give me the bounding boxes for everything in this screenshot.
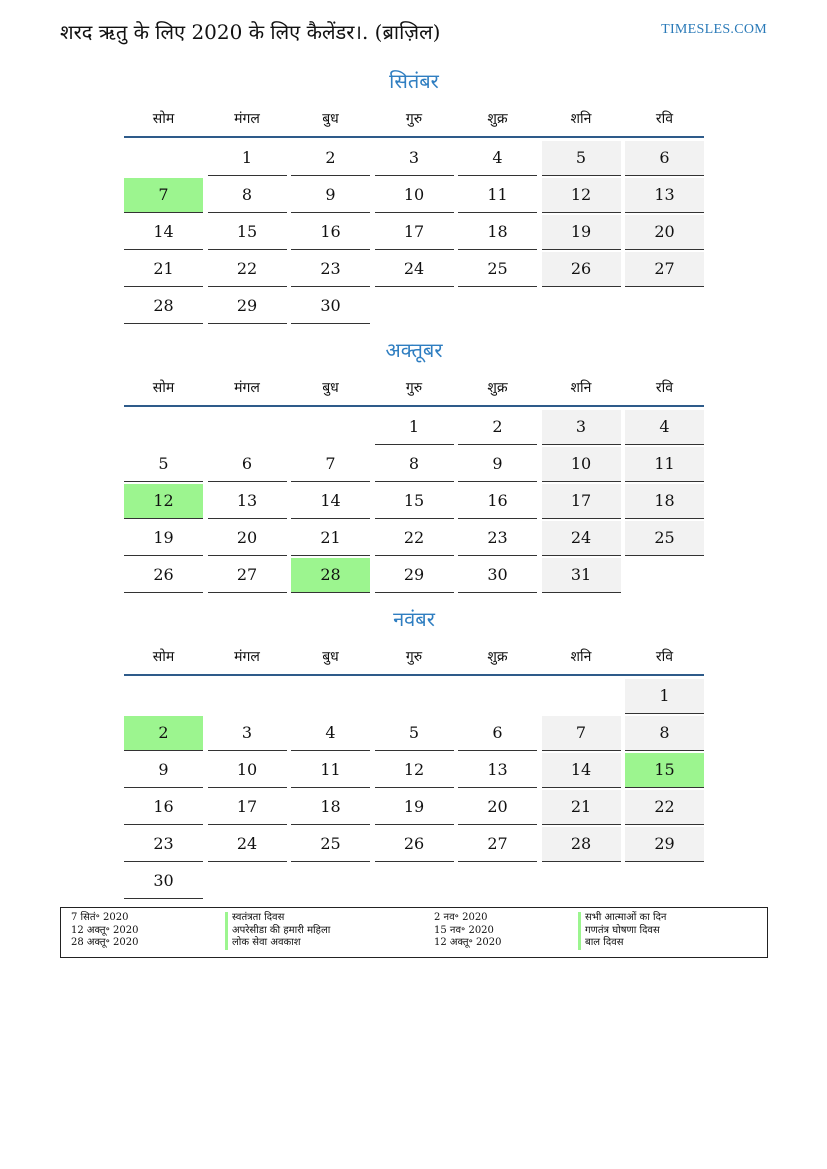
empty-cell: [208, 410, 287, 444]
day-cell: 8: [208, 178, 287, 213]
weekday-label: गुरु: [405, 379, 423, 396]
weekday-label: सोम: [152, 110, 175, 127]
empty-cell: [458, 289, 537, 323]
day-cell: 21: [291, 521, 370, 556]
weekday-label: शुक्र: [487, 110, 508, 127]
day-cell: 14: [291, 484, 370, 519]
legend-date: 7 सितं॰ 2020: [71, 912, 129, 923]
day-cell: 4: [625, 410, 704, 445]
legend-holiday-name: अपरेसीडा की हमारी महिला: [225, 925, 330, 938]
day-cell: 22: [375, 521, 454, 556]
legend-date: 28 अक्तू॰ 2020: [71, 937, 139, 948]
empty-cell: [542, 679, 621, 713]
holiday-legend: [60, 907, 768, 958]
day-cell: 20: [458, 790, 537, 825]
empty-cell: [375, 679, 454, 713]
empty-cell: [625, 558, 704, 592]
day-cell: 22: [208, 252, 287, 287]
day-cell: 23: [291, 252, 370, 287]
day-cell: 20: [208, 521, 287, 556]
day-cell: 28: [542, 827, 621, 862]
empty-cell: [208, 864, 287, 898]
weekday-label: शनि: [570, 110, 592, 127]
day-cell: 4: [458, 141, 537, 176]
weekday-label: शुक्र: [487, 648, 508, 665]
day-cell: 5: [375, 716, 454, 751]
day-cell: 8: [375, 447, 454, 482]
day-cell: 10: [542, 447, 621, 482]
day-cell: 14: [542, 753, 621, 788]
day-cell: 23: [124, 827, 203, 862]
day-cell: 15: [625, 753, 704, 788]
weekday-label: मंगल: [234, 379, 260, 396]
empty-cell: [124, 410, 203, 444]
empty-cell: [124, 141, 203, 175]
empty-cell: [375, 864, 454, 898]
legend-holiday-name: स्वतंत्रता दिवस: [225, 912, 330, 925]
day-cell: 13: [208, 484, 287, 519]
weekday-header: [124, 638, 704, 676]
day-cell: 5: [542, 141, 621, 176]
empty-cell: [291, 864, 370, 898]
day-cell: 30: [458, 558, 537, 593]
day-cell: 23: [458, 521, 537, 556]
day-cell: 12: [124, 484, 203, 519]
day-cell: 3: [208, 716, 287, 751]
weekday-label: गुरु: [405, 648, 423, 665]
day-cell: 28: [291, 558, 370, 593]
day-grid: [124, 141, 704, 326]
day-cell: 19: [542, 215, 621, 250]
legend-holiday-name: बाल दिवस: [578, 937, 666, 950]
day-cell: 17: [542, 484, 621, 519]
weekday-label: मंगल: [234, 110, 260, 127]
day-cell: 10: [208, 753, 287, 788]
day-cell: 27: [208, 558, 287, 593]
day-cell: 7: [542, 716, 621, 751]
day-cell: 18: [291, 790, 370, 825]
day-grid: [124, 679, 704, 901]
day-cell: 31: [542, 558, 621, 593]
weekday-label: शनि: [570, 379, 592, 396]
empty-cell: [458, 679, 537, 713]
day-cell: 3: [542, 410, 621, 445]
empty-cell: [375, 289, 454, 323]
legend-right-names: [578, 912, 666, 950]
day-cell: 12: [375, 753, 454, 788]
day-cell: 27: [625, 252, 704, 287]
weekday-label: शुक्र: [487, 379, 508, 396]
empty-cell: [542, 289, 621, 323]
day-grid: [124, 410, 704, 595]
day-cell: 17: [375, 215, 454, 250]
day-cell: 6: [458, 716, 537, 751]
day-cell: 2: [124, 716, 203, 751]
weekday-header: [124, 369, 704, 407]
weekday-label: बुध: [322, 379, 339, 396]
day-cell: 29: [208, 289, 287, 324]
day-cell: 15: [208, 215, 287, 250]
weekday-label: सोम: [152, 648, 175, 665]
day-cell: 11: [291, 753, 370, 788]
weekday-label: रवि: [655, 648, 674, 665]
day-cell: 9: [124, 753, 203, 788]
day-cell: 10: [375, 178, 454, 213]
empty-cell: [291, 679, 370, 713]
day-cell: 25: [291, 827, 370, 862]
legend-left-dates: [71, 912, 139, 950]
legend-holiday-name: गणतंत्र घोषणा दिवस: [578, 925, 666, 938]
month-calendar: [124, 66, 704, 326]
day-cell: 24: [542, 521, 621, 556]
day-cell: 8: [625, 716, 704, 751]
empty-cell: [542, 864, 621, 898]
legend-date: 12 अक्तू॰ 2020: [71, 924, 139, 936]
day-cell: 7: [291, 447, 370, 482]
day-cell: 27: [458, 827, 537, 862]
day-cell: 20: [625, 215, 704, 250]
day-cell: 22: [625, 790, 704, 825]
empty-cell: [124, 679, 203, 713]
page-title: शरद ऋतु के लिए 2020 के लिए कैलेंडर।. (ब्राज़िल): [60, 20, 441, 44]
day-cell: 6: [208, 447, 287, 482]
day-cell: 26: [375, 827, 454, 862]
month-title: अक्तूबर: [385, 338, 443, 362]
day-cell: 19: [375, 790, 454, 825]
day-cell: 16: [291, 215, 370, 250]
day-cell: 7: [124, 178, 203, 213]
day-cell: 21: [124, 252, 203, 287]
legend-holiday-name: सभी आत्माओं का दिन: [578, 912, 666, 925]
empty-cell: [625, 864, 704, 898]
legend-holiday-name: लोक सेवा अवकाश: [225, 937, 330, 950]
day-cell: 18: [625, 484, 704, 519]
day-cell: 2: [291, 141, 370, 176]
month-calendar: [124, 335, 704, 595]
day-cell: 5: [124, 447, 203, 482]
day-cell: 4: [291, 716, 370, 751]
legend-right-dates: [434, 912, 502, 950]
month-title: सितंबर: [389, 69, 439, 93]
day-cell: 14: [124, 215, 203, 250]
day-cell: 18: [458, 215, 537, 250]
day-cell: 24: [208, 827, 287, 862]
legend-date: 15 नव॰ 2020: [434, 924, 494, 936]
day-cell: 16: [124, 790, 203, 825]
day-cell: 25: [625, 521, 704, 556]
empty-cell: [291, 410, 370, 444]
day-cell: 16: [458, 484, 537, 519]
weekday-label: गुरु: [405, 110, 423, 127]
weekday-label: मंगल: [234, 648, 260, 665]
day-cell: 11: [458, 178, 537, 213]
day-cell: 3: [375, 141, 454, 176]
weekday-label: शनि: [570, 648, 592, 665]
day-cell: 29: [375, 558, 454, 593]
site-link[interactable]: TIMESLES.COM: [661, 22, 767, 37]
month-calendar: [124, 604, 704, 901]
weekday-label: सोम: [152, 379, 175, 396]
weekday-label: रवि: [655, 379, 674, 396]
day-cell: 21: [542, 790, 621, 825]
day-cell: 25: [458, 252, 537, 287]
weekday-label: बुध: [322, 648, 339, 665]
day-cell: 9: [291, 178, 370, 213]
day-cell: 24: [375, 252, 454, 287]
empty-cell: [625, 289, 704, 323]
weekday-label: बुध: [322, 110, 339, 127]
day-cell: 1: [625, 679, 704, 714]
legend-date: 12 अक्तू॰ 2020: [434, 937, 502, 948]
day-cell: 2: [458, 410, 537, 445]
day-cell: 29: [625, 827, 704, 862]
day-cell: 9: [458, 447, 537, 482]
month-title: नवंबर: [393, 607, 435, 631]
legend-date: 2 नव॰ 2020: [434, 912, 488, 923]
day-cell: 26: [542, 252, 621, 287]
day-cell: 1: [375, 410, 454, 445]
weekday-label: रवि: [655, 110, 674, 127]
day-cell: 30: [124, 864, 203, 899]
day-cell: 1: [208, 141, 287, 176]
day-cell: 11: [625, 447, 704, 482]
weekday-header: [124, 100, 704, 138]
day-cell: 13: [458, 753, 537, 788]
day-cell: 6: [625, 141, 704, 176]
empty-cell: [458, 864, 537, 898]
day-cell: 28: [124, 289, 203, 324]
empty-cell: [208, 679, 287, 713]
day-cell: 15: [375, 484, 454, 519]
legend-left-names: [225, 912, 330, 950]
day-cell: 17: [208, 790, 287, 825]
day-cell: 13: [625, 178, 704, 213]
day-cell: 30: [291, 289, 370, 324]
day-cell: 26: [124, 558, 203, 593]
day-cell: 12: [542, 178, 621, 213]
day-cell: 19: [124, 521, 203, 556]
